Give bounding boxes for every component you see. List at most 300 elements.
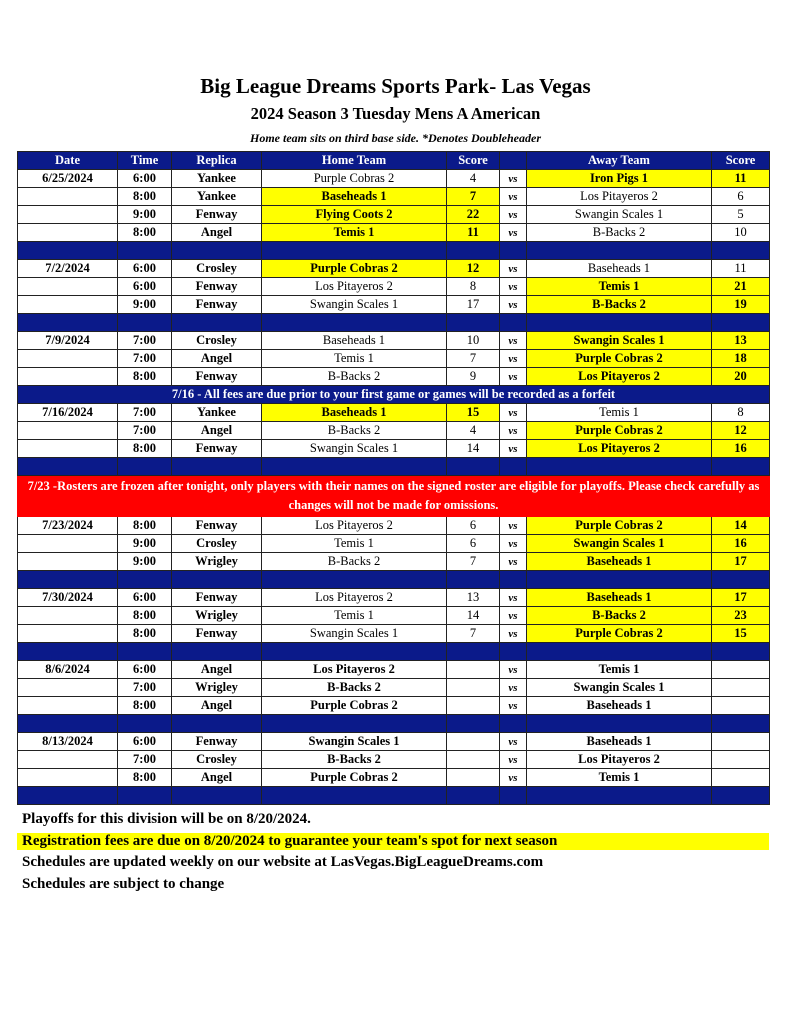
spacer-cell	[262, 787, 447, 805]
away-score-cell	[712, 751, 770, 769]
date-cell	[18, 188, 118, 206]
away-score-cell: 5	[712, 206, 770, 224]
away-score-cell: 16	[712, 535, 770, 553]
vs-cell: vs	[500, 440, 527, 458]
replica-cell: Wrigley	[172, 607, 262, 625]
column-header-date: Date	[18, 152, 118, 170]
game-row	[18, 170, 770, 188]
page-title: Big League Dreams Sports Park- Las Vegas	[200, 74, 591, 98]
replica-cell: Fenway	[172, 589, 262, 607]
spacer-cell	[447, 458, 500, 476]
spacer-cell	[172, 242, 262, 260]
replica-cell: Yankee	[172, 404, 262, 422]
spacer-cell	[447, 715, 500, 733]
spacer-row	[18, 787, 770, 805]
date-cell	[18, 553, 118, 571]
spacer-cell	[712, 643, 770, 661]
replica-cell: Fenway	[172, 368, 262, 386]
away-score-cell: 23	[712, 607, 770, 625]
spacer-cell	[118, 643, 172, 661]
game-row	[18, 404, 770, 422]
date-cell: 7/16/2024	[18, 404, 118, 422]
game-row	[18, 733, 770, 751]
spacer-cell	[172, 458, 262, 476]
spacer-cell	[18, 314, 118, 332]
away-team-cell: Los Pitayeros 2	[527, 368, 712, 386]
date-cell	[18, 751, 118, 769]
spacer-cell	[118, 314, 172, 332]
home-team-cell: Swangin Scales 1	[262, 440, 447, 458]
replica-cell: Fenway	[172, 206, 262, 224]
column-header-home-team: Home Team	[262, 152, 447, 170]
time-cell: 9:00	[118, 553, 172, 571]
spacer-cell	[500, 787, 527, 805]
game-row	[18, 224, 770, 242]
time-cell: 6:00	[118, 278, 172, 296]
replica-cell: Angel	[172, 661, 262, 679]
away-team-cell: Baseheads 1	[527, 553, 712, 571]
home-score-cell: 7	[447, 188, 500, 206]
away-team-cell: Swangin Scales 1	[527, 332, 712, 350]
away-team-cell: B-Backs 2	[527, 224, 712, 242]
spacer-cell	[712, 242, 770, 260]
home-team-cell: Los Pitayeros 2	[262, 517, 447, 535]
spacer-cell	[262, 643, 447, 661]
replica-cell: Fenway	[172, 733, 262, 751]
alert-row	[18, 476, 770, 517]
game-row	[18, 661, 770, 679]
home-team-cell: Temis 1	[262, 350, 447, 368]
registration-note: Registration fees are due on 8/20/2024 to guarantee your team's spot for next season	[17, 833, 769, 850]
spacer-cell	[172, 571, 262, 589]
home-team-cell: Los Pitayeros 2	[262, 278, 447, 296]
away-team-cell: Purple Cobras 2	[527, 625, 712, 643]
date-cell: 8/13/2024	[18, 733, 118, 751]
away-score-cell: 8	[712, 404, 770, 422]
spacer-cell	[527, 571, 712, 589]
spacer-cell	[527, 643, 712, 661]
home-score-cell: 6	[447, 535, 500, 553]
home-team-cell: Temis 1	[262, 224, 447, 242]
spacer-row	[18, 242, 770, 260]
away-score-cell: 17	[712, 553, 770, 571]
date-cell: 7/23/2024	[18, 517, 118, 535]
game-row	[18, 589, 770, 607]
home-score-cell: 4	[447, 170, 500, 188]
spacer-cell	[527, 458, 712, 476]
home-score-cell: 7	[447, 350, 500, 368]
home-score-cell: 15	[447, 404, 500, 422]
home-team-cell: Los Pitayeros 2	[262, 661, 447, 679]
away-team-cell: Temis 1	[527, 278, 712, 296]
vs-cell: vs	[500, 697, 527, 715]
vs-cell: vs	[500, 170, 527, 188]
away-team-cell: Temis 1	[527, 769, 712, 787]
date-cell	[18, 224, 118, 242]
away-team-cell: Los Pitayeros 2	[527, 188, 712, 206]
away-score-cell: 6	[712, 188, 770, 206]
time-cell: 6:00	[118, 589, 172, 607]
date-cell	[18, 368, 118, 386]
spacer-cell	[447, 571, 500, 589]
vs-cell: vs	[500, 589, 527, 607]
spacer-cell	[18, 643, 118, 661]
spacer-cell	[172, 314, 262, 332]
vs-cell: vs	[500, 188, 527, 206]
vs-cell: vs	[500, 224, 527, 242]
away-score-cell: 19	[712, 296, 770, 314]
replica-cell: Yankee	[172, 188, 262, 206]
home-score-cell	[447, 697, 500, 715]
home-score-cell: 10	[447, 332, 500, 350]
replica-cell: Wrigley	[172, 679, 262, 697]
vs-cell: vs	[500, 368, 527, 386]
time-cell: 8:00	[118, 188, 172, 206]
time-cell: 8:00	[118, 697, 172, 715]
page-note: Home team sits on third base side. *Denotes Doubleheader	[250, 131, 541, 145]
schedule-table	[17, 151, 770, 805]
spacer-cell	[118, 242, 172, 260]
game-row	[18, 278, 770, 296]
home-team-cell: B-Backs 2	[262, 679, 447, 697]
away-score-cell: 11	[712, 260, 770, 278]
away-score-cell: 13	[712, 332, 770, 350]
time-cell: 7:00	[118, 422, 172, 440]
game-row	[18, 332, 770, 350]
game-row	[18, 751, 770, 769]
game-row	[18, 422, 770, 440]
time-cell: 8:00	[118, 224, 172, 242]
away-team-cell: Temis 1	[527, 661, 712, 679]
spacer-cell	[712, 458, 770, 476]
away-score-cell: 20	[712, 368, 770, 386]
spacer-cell	[172, 787, 262, 805]
home-team-cell: Purple Cobras 2	[262, 697, 447, 715]
home-team-cell: Baseheads 1	[262, 188, 447, 206]
spacer-cell	[500, 643, 527, 661]
game-row	[18, 697, 770, 715]
home-score-cell	[447, 733, 500, 751]
vs-cell: vs	[500, 661, 527, 679]
date-cell	[18, 535, 118, 553]
home-team-cell: Purple Cobras 2	[262, 260, 447, 278]
spacer-cell	[712, 715, 770, 733]
home-score-cell: 22	[447, 206, 500, 224]
date-cell	[18, 679, 118, 697]
vs-cell: vs	[500, 751, 527, 769]
date-cell	[18, 607, 118, 625]
away-team-cell: Swangin Scales 1	[527, 535, 712, 553]
replica-cell: Angel	[172, 769, 262, 787]
replica-cell: Angel	[172, 350, 262, 368]
spacer-cell	[712, 571, 770, 589]
away-score-cell: 14	[712, 517, 770, 535]
spacer-cell	[527, 242, 712, 260]
date-cell	[18, 350, 118, 368]
spacer-cell	[18, 458, 118, 476]
replica-cell: Angel	[172, 422, 262, 440]
away-score-cell	[712, 661, 770, 679]
spacer-row	[18, 643, 770, 661]
spacer-cell	[447, 314, 500, 332]
away-score-cell: 16	[712, 440, 770, 458]
date-cell	[18, 440, 118, 458]
home-team-cell: Swangin Scales 1	[262, 625, 447, 643]
home-score-cell: 12	[447, 260, 500, 278]
replica-cell: Fenway	[172, 296, 262, 314]
time-cell: 7:00	[118, 350, 172, 368]
spacer-cell	[118, 715, 172, 733]
replica-cell: Crosley	[172, 535, 262, 553]
vs-cell: vs	[500, 769, 527, 787]
date-cell: 6/25/2024	[18, 170, 118, 188]
game-row	[18, 625, 770, 643]
away-team-cell: Temis 1	[527, 404, 712, 422]
vs-cell: vs	[500, 404, 527, 422]
spacer-cell	[262, 242, 447, 260]
game-row	[18, 368, 770, 386]
column-header-away-score: Score	[712, 152, 770, 170]
away-team-cell: Baseheads 1	[527, 589, 712, 607]
time-cell: 7:00	[118, 751, 172, 769]
date-cell: 7/2/2024	[18, 260, 118, 278]
time-cell: 7:00	[118, 404, 172, 422]
game-row	[18, 535, 770, 553]
spacer-cell	[118, 571, 172, 589]
alert-text: 7/23 -Rosters are frozen after tonight, only players with their names on the signed roster are eligible for playoffs. Please check carefully as changes will not be made for omissions.	[18, 476, 770, 517]
home-team-cell: B-Backs 2	[262, 368, 447, 386]
column-header-replica: Replica	[172, 152, 262, 170]
replica-cell: Crosley	[172, 751, 262, 769]
spacer-cell	[500, 571, 527, 589]
home-team-cell: Purple Cobras 2	[262, 170, 447, 188]
replica-cell: Angel	[172, 697, 262, 715]
home-score-cell: 7	[447, 625, 500, 643]
time-cell: 9:00	[118, 296, 172, 314]
away-score-cell	[712, 697, 770, 715]
replica-cell: Yankee	[172, 170, 262, 188]
time-cell: 8:00	[118, 517, 172, 535]
spacer-cell	[172, 643, 262, 661]
spacer-cell	[262, 715, 447, 733]
game-row	[18, 679, 770, 697]
away-team-cell: Swangin Scales 1	[527, 679, 712, 697]
table-header	[18, 152, 770, 170]
date-cell	[18, 278, 118, 296]
home-team-cell: Swangin Scales 1	[262, 733, 447, 751]
column-header-time: Time	[118, 152, 172, 170]
date-cell	[18, 296, 118, 314]
away-score-cell: 12	[712, 422, 770, 440]
home-score-cell	[447, 769, 500, 787]
away-score-cell: 17	[712, 589, 770, 607]
column-header-home-score: Score	[447, 152, 500, 170]
vs-cell: vs	[500, 607, 527, 625]
spacer-cell	[712, 787, 770, 805]
home-team-cell: Purple Cobras 2	[262, 769, 447, 787]
time-cell: 7:00	[118, 679, 172, 697]
spacer-row	[18, 571, 770, 589]
date-cell	[18, 769, 118, 787]
home-team-cell: Los Pitayeros 2	[262, 589, 447, 607]
away-score-cell	[712, 769, 770, 787]
vs-cell: vs	[500, 517, 527, 535]
away-score-cell: 21	[712, 278, 770, 296]
replica-cell: Crosley	[172, 260, 262, 278]
vs-cell: vs	[500, 350, 527, 368]
away-score-cell: 18	[712, 350, 770, 368]
spacer-cell	[447, 643, 500, 661]
spacer-cell	[18, 787, 118, 805]
home-score-cell: 14	[447, 607, 500, 625]
replica-cell: Fenway	[172, 625, 262, 643]
home-team-cell: Baseheads 1	[262, 332, 447, 350]
spacer-cell	[712, 314, 770, 332]
home-score-cell: 8	[447, 278, 500, 296]
vs-cell: vs	[500, 625, 527, 643]
time-cell: 6:00	[118, 260, 172, 278]
column-header-away-team: Away Team	[527, 152, 712, 170]
change-note: Schedules are subject to change	[22, 876, 225, 892]
date-cell	[18, 697, 118, 715]
spacer-cell	[262, 571, 447, 589]
vs-cell: vs	[500, 278, 527, 296]
replica-cell: Fenway	[172, 278, 262, 296]
spacer-cell	[118, 458, 172, 476]
spacer-cell	[527, 715, 712, 733]
vs-cell: vs	[500, 733, 527, 751]
home-team-cell: Flying Coots 2	[262, 206, 447, 224]
time-cell: 8:00	[118, 625, 172, 643]
home-score-cell: 6	[447, 517, 500, 535]
website-note: Schedules are updated weekly on our website at LasVegas.BigLeagueDreams.com	[22, 854, 544, 870]
game-row	[18, 769, 770, 787]
game-row	[18, 517, 770, 535]
game-row	[18, 260, 770, 278]
time-cell: 8:00	[118, 769, 172, 787]
date-cell	[18, 206, 118, 224]
game-row	[18, 188, 770, 206]
away-team-cell: Baseheads 1	[527, 733, 712, 751]
vs-cell: vs	[500, 260, 527, 278]
spacer-cell	[447, 242, 500, 260]
home-score-cell: 13	[447, 589, 500, 607]
replica-cell: Angel	[172, 224, 262, 242]
spacer-row	[18, 715, 770, 733]
home-score-cell: 11	[447, 224, 500, 242]
away-team-cell: Iron Pigs 1	[527, 170, 712, 188]
home-team-cell: Temis 1	[262, 607, 447, 625]
away-score-cell	[712, 679, 770, 697]
spacer-cell	[500, 458, 527, 476]
page-subtitle: 2024 Season 3 Tuesday Mens A American	[250, 104, 541, 123]
away-team-cell: Swangin Scales 1	[527, 206, 712, 224]
game-row	[18, 350, 770, 368]
time-cell: 8:00	[118, 368, 172, 386]
spacer-cell	[500, 314, 527, 332]
time-cell: 6:00	[118, 733, 172, 751]
spacer-cell	[18, 571, 118, 589]
away-team-cell: Baseheads 1	[527, 697, 712, 715]
home-team-cell: Baseheads 1	[262, 404, 447, 422]
date-cell: 7/9/2024	[18, 332, 118, 350]
away-score-cell: 11	[712, 170, 770, 188]
date-cell	[18, 422, 118, 440]
home-score-cell: 9	[447, 368, 500, 386]
away-score-cell: 15	[712, 625, 770, 643]
away-team-cell: B-Backs 2	[527, 296, 712, 314]
date-cell	[18, 625, 118, 643]
spacer-cell	[18, 715, 118, 733]
game-row	[18, 296, 770, 314]
notice-row	[18, 386, 770, 404]
time-cell: 6:00	[118, 170, 172, 188]
vs-cell: vs	[500, 422, 527, 440]
spacer-cell	[500, 715, 527, 733]
spacer-cell	[262, 314, 447, 332]
home-score-cell	[447, 679, 500, 697]
replica-cell: Wrigley	[172, 553, 262, 571]
replica-cell: Fenway	[172, 440, 262, 458]
spacer-cell	[118, 787, 172, 805]
spacer-cell	[527, 314, 712, 332]
home-team-cell: Temis 1	[262, 535, 447, 553]
home-team-cell: Swangin Scales 1	[262, 296, 447, 314]
spacer-cell	[18, 242, 118, 260]
away-team-cell: Purple Cobras 2	[527, 350, 712, 368]
away-score-cell	[712, 733, 770, 751]
date-cell: 8/6/2024	[18, 661, 118, 679]
time-cell: 8:00	[118, 607, 172, 625]
spacer-row	[18, 314, 770, 332]
away-team-cell: Purple Cobras 2	[527, 422, 712, 440]
home-score-cell	[447, 751, 500, 769]
home-score-cell: 17	[447, 296, 500, 314]
playoffs-note: Playoffs for this division will be on 8/20/2024.	[22, 811, 311, 827]
spacer-cell	[527, 787, 712, 805]
time-cell: 6:00	[118, 661, 172, 679]
away-score-cell: 10	[712, 224, 770, 242]
vs-cell: vs	[500, 553, 527, 571]
replica-cell: Crosley	[172, 332, 262, 350]
vs-cell: vs	[500, 332, 527, 350]
spacer-cell	[172, 715, 262, 733]
vs-cell: vs	[500, 535, 527, 553]
vs-cell: vs	[500, 206, 527, 224]
time-cell: 9:00	[118, 535, 172, 553]
date-cell: 7/30/2024	[18, 589, 118, 607]
spacer-cell	[447, 787, 500, 805]
spacer-cell	[500, 242, 527, 260]
game-row	[18, 206, 770, 224]
away-team-cell: Baseheads 1	[527, 260, 712, 278]
game-row	[18, 607, 770, 625]
home-score-cell: 4	[447, 422, 500, 440]
game-row	[18, 553, 770, 571]
vs-cell: vs	[500, 296, 527, 314]
spacer-cell	[262, 458, 447, 476]
home-team-cell: B-Backs 2	[262, 422, 447, 440]
vs-cell: vs	[500, 679, 527, 697]
replica-cell: Fenway	[172, 517, 262, 535]
away-team-cell: B-Backs 2	[527, 607, 712, 625]
away-team-cell: Purple Cobras 2	[527, 517, 712, 535]
home-score-cell	[447, 661, 500, 679]
home-team-cell: B-Backs 2	[262, 751, 447, 769]
home-team-cell: B-Backs 2	[262, 553, 447, 571]
home-score-cell: 14	[447, 440, 500, 458]
home-score-cell: 7	[447, 553, 500, 571]
